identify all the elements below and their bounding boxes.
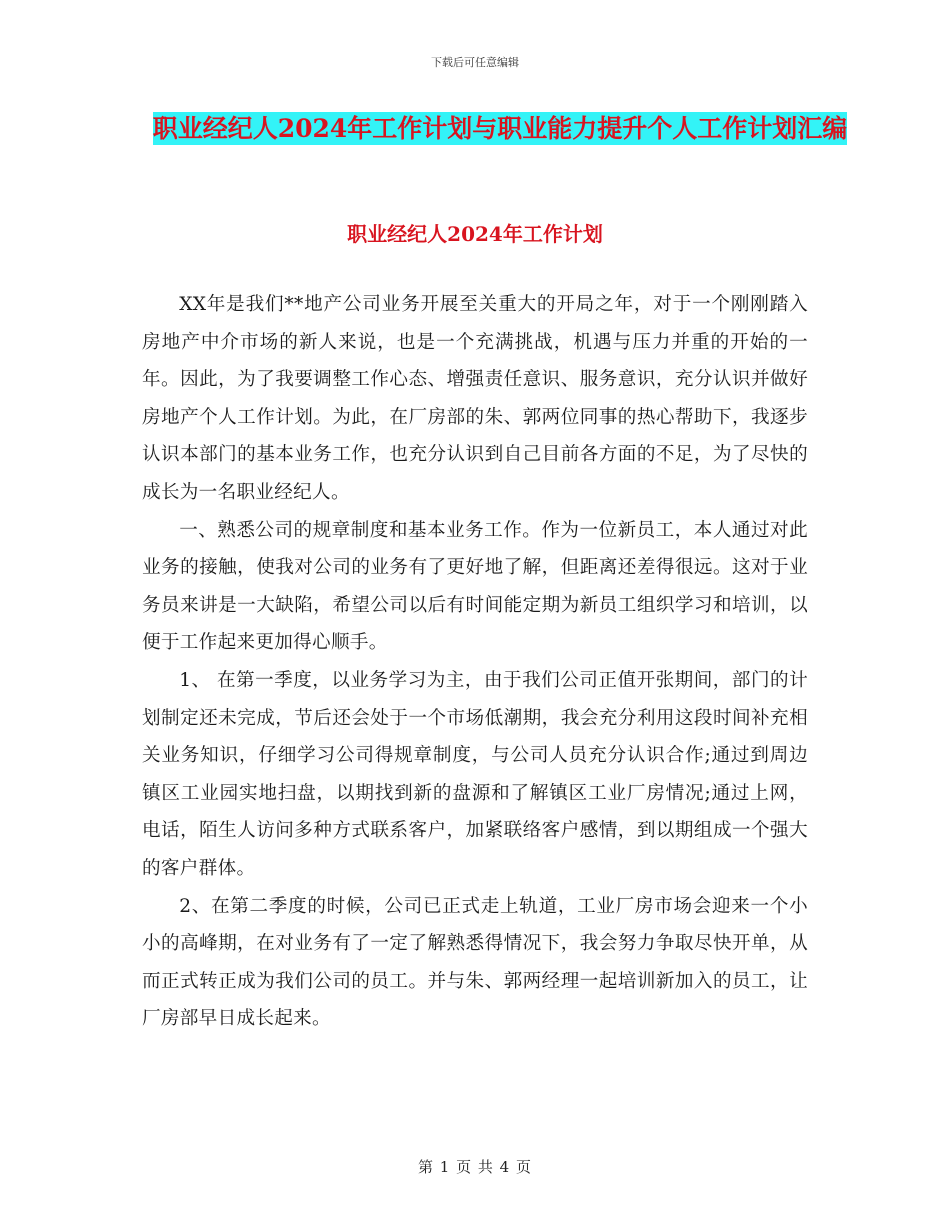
page-header-note: 下载后可任意编辑 (431, 56, 519, 69)
section-title: 职业经纪人2024年工作计划 (347, 222, 603, 246)
paragraph-intro: XX年是我们**地产公司业务开展至关重大的开局之年，对于一个刚刚踏入房地产中介市场的新人来说，也是一个充满挑战，机遇与压力并重的开始的一年。因此，为了我要调整工作心态、增强责任意识、服务意识，充分认识并做好房地产个人工作计划。为此，在厂房部的朱、郭两位同事的热心帮助下，我逐步认识本部门的基本业务工作，也充分认识到自己目前各方面的不足，为了尽快的成长为一名职业经纪人。 (142, 294, 808, 503)
paragraph-section-one: 一、熟悉公司的规章制度和基本业务工作。作为一位新员工，本人通过对此业务的接触，使我对公司的业务有了更好地了解，但距离还差得很远。这对于业务员来讲是一大缺陷，希望公司以后有时间能定期为新员工组织学习和培训，以便于工作起来更加得心顺手。 (142, 519, 808, 654)
document-body (142, 286, 808, 1038)
document-title (140, 106, 860, 152)
paragraph-item-one: 1、 在第一季度，以业务学习为主，由于我们公司正值开张期间，部门的计划制定还未完成，节后还会处于一个市场低潮期，我会充分利用这段时间补充相关业务知识，仔细学习公司得规章制度，与公司人员充分认识合作;通过到周边镇区工业园实地扫盘，以期找到新的盘源和了解镇区工业厂房情况;通过上网，电话，陌生人访问多种方式联系客户，加紧联络客户感情，到以期组成一个强大的客户群体。 (142, 669, 808, 879)
page-number: 第 1 页 共 4 页 (418, 1158, 532, 1176)
paragraph-item-two: 2、在第二季度的时候，公司已正式走上轨道，工业厂房市场会迎来一个小小的高峰期，在对业务有了一定了解熟悉得情况下，我会努力争取尽快开单，从而正式转正成为我们公司的员工。并与朱、郭两经理一起培训新加入的员工，让厂房部早日成长起来。 (142, 895, 808, 1030)
document-title-text: 职业经纪人2024年工作计划与职业能力提升个人工作计划汇编 (152, 114, 848, 143)
